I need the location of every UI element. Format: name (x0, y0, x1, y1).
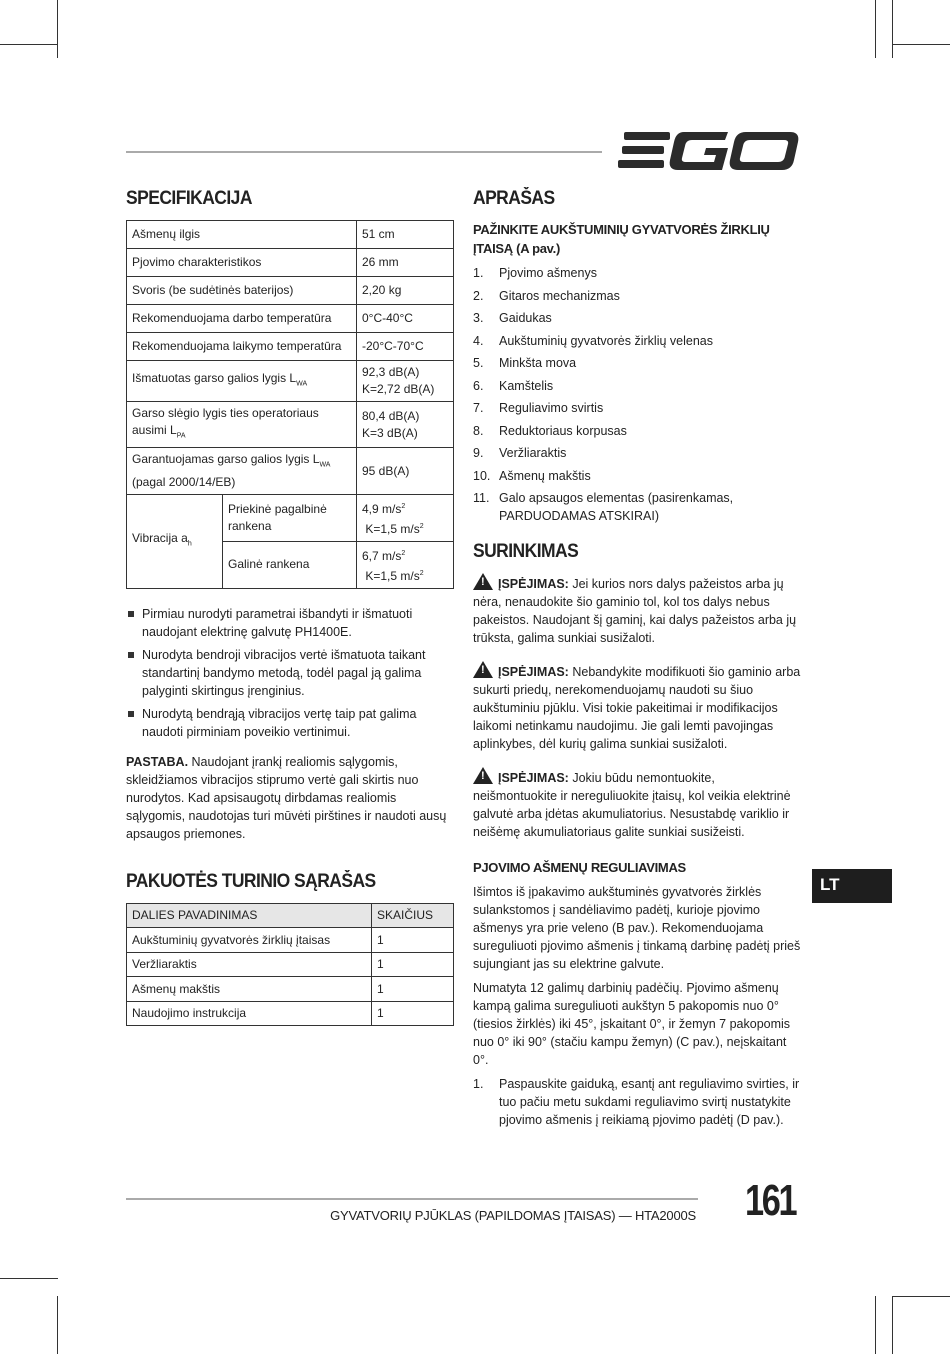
spec-table (126, 220, 454, 589)
crop-mark (892, 0, 893, 58)
list-item: 11. Galo apsaugos elementas (pasirenkamas, PARDUODAMAS ATSKIRAI) (473, 491, 734, 523)
footer-title: GYVATVORIŲ PJŪKLAS (PAPILDOMAS ĮTAISAS) — HTA2000S (330, 1208, 696, 1223)
table-row: Veržliaraktis 1 (127, 952, 454, 977)
table-row: Ašmenų ilgis 51 cm (127, 221, 454, 249)
crop-mark (57, 1296, 58, 1354)
crop-mark (0, 1278, 58, 1279)
language-tab: LT (812, 869, 892, 903)
crop-mark (892, 1296, 893, 1354)
list-item: 10. Ašmenų makštis (473, 468, 591, 483)
warning-paragraph: !ĮSPĖJIMAS: Jokiu būdu nemontuokite, neišmontuokite ir nereguliuokite įtaisų, kol veikia elektrinė galvutė arba įdėtas akumuliatorius. Nesustabdę variklio ir neišėmę akumuliatoriaus galite sunkiai susižeisti. (473, 767, 801, 841)
parts-list (473, 264, 801, 525)
list-item: 7. Reguliavimo svirtis (473, 401, 604, 415)
table-row: Garso slėgio lygis ties operatoriaus ausimi $L_{PA}$ 80,4 dB(A) K=3 dB(A) (127, 402, 454, 448)
table-row: Pjovimo charakteristikos 26 mm (127, 249, 454, 277)
ego-logo (618, 128, 800, 174)
table-row: Vibracija $a_h$ Priekinė pagalbinė rankena 4,9 $m/s^2$ K=1,5 $m/s^2$ (127, 494, 454, 541)
crop-mark (875, 1296, 876, 1354)
crop-mark (0, 44, 58, 45)
table-row: Aukštuminių gyvatvorės žirklių įtaisas 1 (127, 928, 454, 953)
crop-mark (892, 1296, 950, 1297)
table-row: Rekomenduojama darbo temperatūra 0°C-40°C (127, 305, 454, 333)
list-item: 2. Gitaros mechanizmas (473, 288, 620, 303)
list-item: Pirmiau nurodyti parametrai išbandyti ir išmatuoti naudojant elektrinę galvutę PH1400E. (126, 605, 454, 641)
adjust-paragraph: Išimtos iš įpakavimo aukštuminės gyvatvorės žirklės sulankstomos į sandėliavimo padėtį, kurioje pjovimo ašmenys yra prie veleno (B pav.). Rekomenduojama sureguliuoti pjovimo ašmenis į tinkamą darbinę padėtį prieš sujungiant jas su elektrine galvute. (473, 885, 801, 971)
header-rule (126, 151, 602, 153)
table-row: Svoris (be sudėtinės baterijos) 2,20 kg (127, 277, 454, 305)
list-item: 6. Kamštelis (473, 378, 554, 393)
note-paragraph: PASTABA. Naudojant įrankį realiomis sąlygomis, skleidžiamos vibracijos stiprumo vertė gali skirtis nuo nurodytos. Kad apsisaugotų dirbdamas realiomis sąlygomis, naudotojas turi mūvėti pirštines ir naudoti ausų apsaugos priemones. (126, 754, 447, 841)
packing-table (126, 903, 454, 1027)
list-item: 1. Pjovimo ašmenys (473, 266, 597, 280)
list-item: 5. Minkšta mova (473, 356, 577, 370)
spec-notes (126, 605, 454, 741)
left-column (126, 190, 454, 1026)
table-row: Ašmenų makštis 1 (127, 977, 454, 1002)
table-header-row: DALIES PAVADINIMAS SKAIČIUS (127, 903, 454, 928)
adjust-steps (473, 1075, 801, 1129)
warning-triangle-icon (473, 661, 493, 678)
warning-triangle-icon (473, 573, 493, 590)
description-subtitle: PAŽINKITE AUKŠTUMINIŲ GYVATVORĖS ŽIRKLIŲ ĮTAISĄ (A pav.) (473, 222, 770, 256)
right-column (473, 190, 801, 1134)
list-item: Nurodytą bendrąją vibracijos vertę taip pat galima naudoti pirminiam poveikio vertinimui. (126, 705, 454, 741)
table-row: Garantuojamas garso galios lygis $L_{WA}$ (pagal 2000/14/EB) 95 dB(A) (127, 448, 454, 494)
crop-mark (57, 0, 58, 58)
warning-triangle-icon (473, 767, 493, 784)
list-item: 8. Reduktoriaus korpusas (473, 423, 627, 438)
table-row: Naudojimo instrukcija 1 (127, 1001, 454, 1026)
assembly-title: SURINKIMAS (473, 541, 579, 562)
packing-title: PAKUOTĖS TURINIO SĄRAŠAS (126, 870, 376, 892)
footer-rule (126, 1198, 698, 1200)
table-row: Rekomenduojama laikymo temperatūra -20°C-70°C (127, 333, 454, 361)
crop-mark (875, 0, 876, 58)
list-item: Nurodyta bendroji vibracijos vertė išmatuota taikant standartinį bandymo metodą, todėl pagal ją galima palyginti skirtingus įrenginius. (126, 646, 454, 700)
list-item: 4. Aukštuminių gyvatvorės žirklių velenas (473, 333, 713, 348)
warning-paragraph: !ĮSPĖJIMAS: Jei kurios nors dalys pažeistos arba jų nėra, nenaudokite šio gaminio tol, kol tos dalys nebus pakeistos. Naudojant šį gaminį, kai dalys pažeistos arba jų trūksta, galima sunkiai susižaloti. (473, 573, 801, 647)
list-item: 3. Gaidukas (473, 311, 552, 325)
list-item: 1. Paspauskite gaiduką, esantį ant reguliavimo svirties, ir tuo pačiu metu sukdami reguliavimo svirtį nustatykite pjovimo ašmenis į reikiamą pjovimo padėtį (D pav.). (473, 1077, 800, 1127)
table-row: Galinė rankena 6,7 $m/s^2$ K=1,5 $m/s^2$ (127, 541, 454, 588)
spec-title: SPECIFIKACIJA (126, 188, 252, 209)
description-title: APRAŠAS (473, 188, 555, 209)
adjust-title: PJOVIMO AŠMENŲ REGULIAVIMAS (473, 860, 686, 875)
table-row: Išmatuotas garso galios lygis $L_{WA}$ 92,3 dB(A) K=2,72 dB(A) (127, 361, 454, 402)
warning-paragraph: !ĮSPĖJIMAS: Nebandykite modifikuoti šio gaminio arba sukurti priedų, nerekomenduojamų naudoti su šiuo aukštuminiu pjūklu. Visi tokie pakeitimai ir modifikacijos laikomi netinkamu naudojimu. Jie gali lemti pavojingas aplinkybes, dėl kurių galima sunkiai susižaloti. (473, 661, 801, 753)
page-number: 161 (745, 1176, 796, 1225)
crop-mark (892, 44, 950, 45)
list-item: 9. Veržliaraktis (473, 446, 567, 460)
adjust-paragraph: Numatyta 12 galimų darbinių padėčių. Pjovimo ašmenų kampą galima sureguliuoti aukštyn 5 pakopomis nuo 0° (tiesios žirklės) iki 45°, įskaitant 0°, ir žemyn 7 pakopomis nuo 0° iki 90° (stačiu kampu žemyn) (C pav.), neįskaitant 0°. (473, 981, 791, 1067)
